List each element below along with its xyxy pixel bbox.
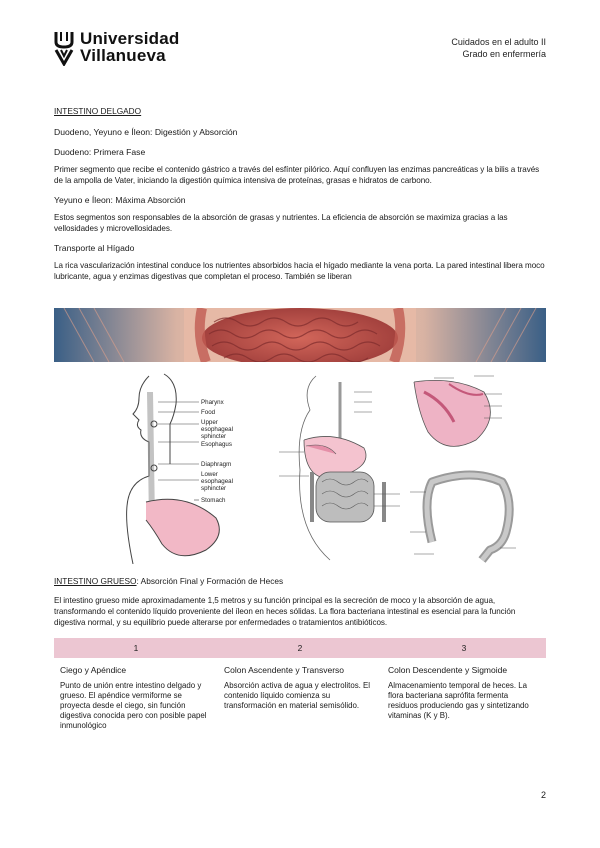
grueso-text: El intestino grueso mide aproximadamente 1,5 metros y su función principal es la secreción de moco y la absorción de agua, transformando el contenido líquido proveniente del íleon en heces sólidas. La flora bacteriana intestinal es esencial para la función digestiva normal, y su equilibrio puede alterarse por enfermedades o tratamientos antibióticos. xyxy=(54,596,516,627)
intestine-banner-image xyxy=(54,308,546,362)
table-cell-3 xyxy=(382,665,546,731)
table-cell-1 xyxy=(54,665,218,731)
label-esophagus: Esophagus xyxy=(201,441,232,448)
label-sphincter-upper: sphincter xyxy=(201,433,227,440)
table-header-row xyxy=(54,638,546,658)
digestive-system-diagram xyxy=(279,376,516,560)
grueso-heading-line xyxy=(54,576,546,587)
label-pharynx: Pharynx xyxy=(201,399,224,406)
colon-descendente-title: Colon Descendente y Sigmoide xyxy=(388,665,508,675)
colon-ascendente-title: Colon Ascendente y Transverso xyxy=(224,665,345,675)
label-stomach: Stomach xyxy=(201,497,226,504)
colon-ascendente-text: Absorción activa de agua y electrolitos. El contenido líquido comienza su transformación en material semisólido. xyxy=(224,681,371,710)
yeyuno-text: Estos segmentos son responsables de la absorción de grasas y nutrientes. La eficiencia de absorción se maximiza gracias a las vellosidades y microvellosidades. xyxy=(54,213,508,233)
university-name-line2: Villanueva xyxy=(80,46,166,65)
course-title: Cuidados en el adulto II xyxy=(451,37,546,47)
digestive-diagrams xyxy=(54,372,546,564)
label-lower: Lower xyxy=(201,471,218,478)
table-header-2: 2 xyxy=(297,643,303,653)
colon-descendente-text: Almacenamiento temporal de heces. La flora bacteriana saprófita fermenta residuos produciendo gas y sintetizando vitaminas (K y B). xyxy=(388,681,529,720)
ciego-text: Punto de unión entre intestino delgado y grueso. El apéndice vermiforme se proyecta desde el ciego, sin función digestiva conocida pero con posible papel inmunológico xyxy=(60,681,207,730)
grueso-heading: INTESTINO GRUESO xyxy=(54,576,137,586)
university-name-line1: Universidad xyxy=(80,29,180,48)
degree-title: Grado en enfermería xyxy=(462,49,546,59)
table-header-1: 1 xyxy=(133,643,139,653)
ciego-title: Ciego y Apéndice xyxy=(60,665,127,675)
university-logo xyxy=(54,30,180,66)
label-diaphragm: Diaphragm xyxy=(201,461,232,468)
section-subtitle: Duodeno, Yeyuno e Íleon: Digestión y Absorción xyxy=(54,127,238,137)
table-body-row xyxy=(54,658,546,731)
higado-title: Transporte al Hígado xyxy=(54,243,135,253)
course-info xyxy=(451,36,546,60)
label-upper: Upper xyxy=(201,419,218,426)
intestino-grueso-section xyxy=(54,576,546,628)
label-esophageal-upper: esophageal xyxy=(201,426,233,433)
colon-segments-table xyxy=(54,638,546,731)
yeyuno-title: Yeyuno e Íleon: Máxima Absorción xyxy=(54,195,186,205)
grueso-heading-rest: : Absorción Final y Formación de Heces xyxy=(136,576,284,586)
table-cell-2 xyxy=(218,665,382,731)
university-name xyxy=(80,30,180,64)
intestino-delgado-section xyxy=(54,106,546,282)
label-sphincter-lower: sphincter xyxy=(201,485,227,492)
label-esophageal-lower: esophageal xyxy=(201,478,233,485)
section-heading: INTESTINO DELGADO xyxy=(54,106,142,116)
table-header-3: 3 xyxy=(461,643,467,653)
university-logo-icon xyxy=(54,30,74,66)
esophagus-diagram xyxy=(127,374,233,564)
higado-text: La rica vascularización intestinal conduce los nutrientes absorbidos hacia el hígado mediante la vena porta. La pared intestinal libera moco lubricante, agua y enzimas digestivas que completan el proceso. También se liberan xyxy=(54,261,545,281)
duodeno-title: Duodeno: Primera Fase xyxy=(54,147,146,157)
label-food: Food xyxy=(201,409,216,416)
duodeno-text: Primer segmento que recibe el contenido gástrico a través del esfínter pilórico. Aquí confluyen las enzimas pancreáticas y la bilis a través de la ampolla de Vater, iniciando la digestión química intensiva de proteínas, grasas e hidratos de carbono. xyxy=(54,165,540,185)
page-number: 2 xyxy=(540,790,546,800)
